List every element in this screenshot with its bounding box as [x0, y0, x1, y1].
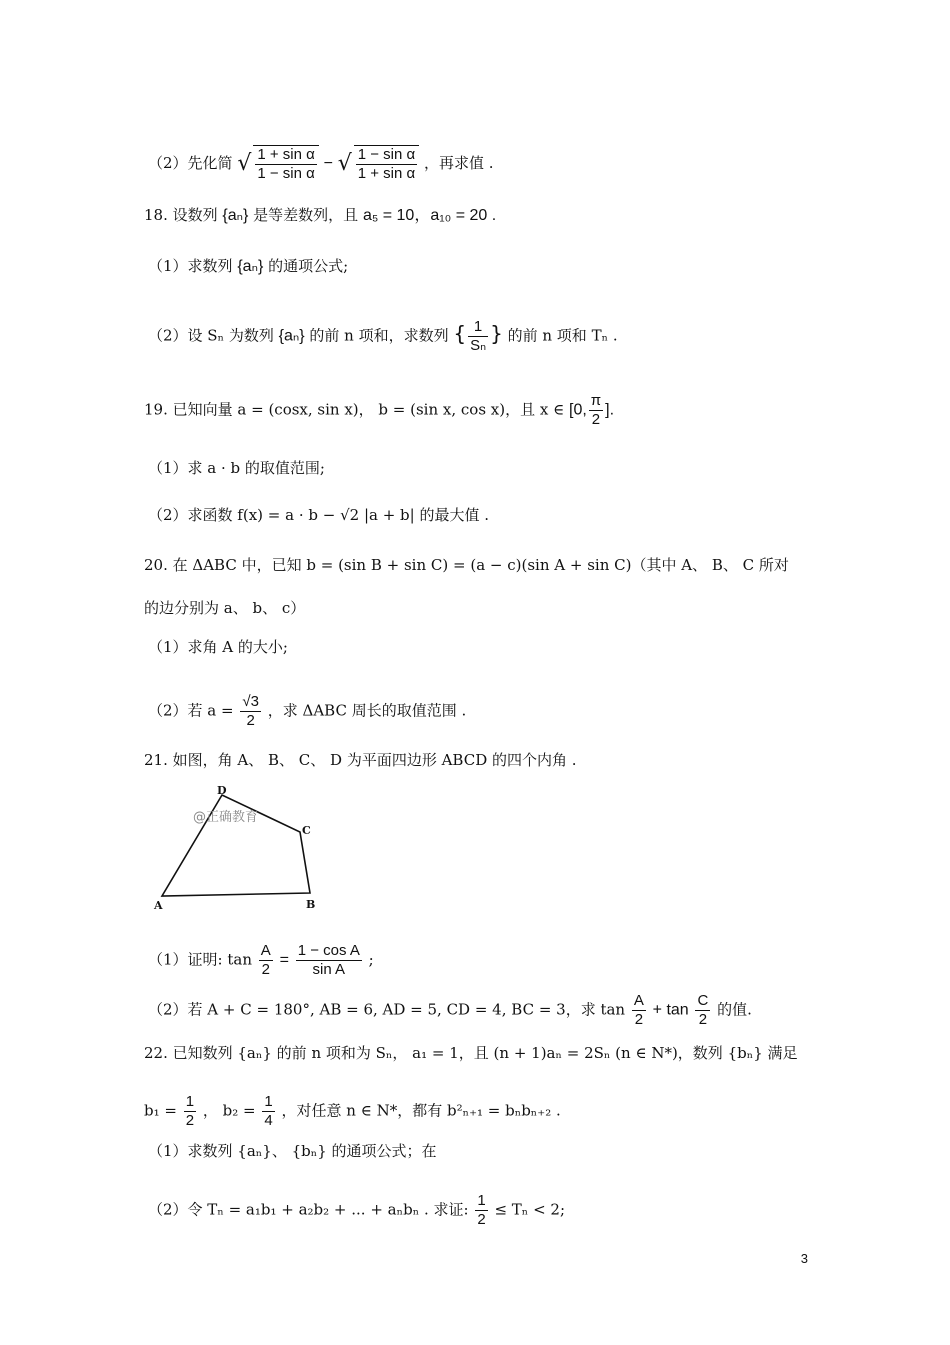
watermark-text: @正确教育 [193, 810, 259, 825]
page-number: 3 [800, 1251, 808, 1266]
vertex-label-c: C [302, 824, 311, 837]
q21-p2-fraction-1: $\frac{A}{2}$ [633, 992, 644, 1028]
q20-part1: （1）求角 A 的大小; [148, 638, 288, 656]
q21-part2: （2）若 A + C = 180°, AB = 6, AD = 5, CD = 4, BC = 3，求 tan $\frac{A}{2}$ + tan $\frac{C}{2}$ 的值. [148, 992, 752, 1028]
q18-part1: （1）求数列 {aₙ} 的通项公式; [148, 257, 349, 275]
q22-b2-fraction: $\frac{1}{4}$ [264, 1093, 273, 1129]
vertex-label-b: B [306, 898, 316, 911]
q18-part2: （2）设 Sₙ 为数列 {aₙ} 的前 n 项和，求数列 { $\frac{1}{\text{Sₙ}}$ } 的前 n 项和 Tₙ . [148, 318, 618, 354]
q17-fraction-2: $\frac{\text{1 − sin α}}{\text{1 + sin α}}$ [357, 146, 416, 182]
q22-b1-fraction: $\frac{1}{2}$ [185, 1093, 195, 1129]
q21-stem: 21. 如图，角 A、 B、 C、 D 为平面四边形 ABCD 的四个内角 . [144, 751, 577, 769]
quadrilateral-figure [150, 782, 330, 912]
q19-stem: 19. 已知向量 a = (cosx, sin x)， b = (sin x, cos x)，且 x ∈ [0, $\frac{\pi}{2}$ ]. [144, 392, 615, 428]
q18-fraction: $\frac{1}{\text{Sₙ}}$ [470, 318, 487, 354]
q20-stem-cont: 的边分别为 a、 b、 c） [144, 599, 306, 617]
q21-p1-fraction-2: $\frac{\text{1 − cos A}}{\text{sin A}}$ [297, 942, 360, 978]
q18-stem: 18. 设数列 {aₙ} 是等差数列，且 a₅ = 10，a₁₀ = 20 . [144, 206, 497, 224]
vertex-label-a: A [154, 899, 163, 912]
q21-part1: （1）证明: tan $\frac{A}{2}$ = $\frac{\text{1 − cos A}}{\text{sin A}}$ ; [148, 942, 374, 978]
q22-part1: （1）求数列 {aₙ}、 {bₙ} 的通项公式；在 [148, 1142, 437, 1160]
q17-part2: （2）先化简 √ $\frac{\text{1 + sin α}}{\text{1 − sin α}}$ − √ $\frac{\text{1 − sin α}}{\text{1 + sin α}}$ ，再求值 . [148, 146, 494, 182]
q20-stem: 20. 在 ΔABC 中，已知 b = (sin B + sin C) = (a − c)(sin A + sin C)（其中 A、 B、 C 所对 [144, 556, 789, 574]
q20-part2: （2）若 a = $\frac{√3}{2}$ ，求 ΔABC 周长的取值范围 . [148, 693, 467, 729]
q19-interval-fraction: $\frac{\pi}{2}$ [590, 392, 602, 428]
q22-half-fraction: $\frac{1}{2}$ [477, 1192, 486, 1228]
q22-stem: 22. 已知数列 {aₙ} 的前 n 项和为 Sₙ， a₁ = 1，且 (n + 1)aₙ = 2Sₙ (n ∈ N*)，数列 {bₙ} 满足 [144, 1044, 798, 1062]
q21-p2-fraction-2: $\frac{C}{2}$ [697, 992, 709, 1028]
q20-fraction: $\frac{√3}{2}$ [242, 693, 259, 729]
q19-part2: （2）求函数 f(x) = a · b − √2 |a + b| 的最大值 . [148, 506, 490, 524]
q19-part1: （1）求 a · b 的取值范围; [148, 459, 325, 477]
q22-part2: （2）令 Tₙ = a₁b₁ + a₂b₂ + ... + aₙbₙ . 求证: $\frac{1}{2}$ ≤ Tₙ < 2; [148, 1192, 566, 1228]
vertex-label-d: D [217, 784, 227, 797]
q21-p1-fraction-1: $\frac{A}{2}$ [260, 942, 271, 978]
q22-stem-cont: b₁ = $\frac{1}{2}$ ， b₂ = $\frac{1}{4}$ ，对任意 n ∈ N*，都有 b²ₙ₊₁ = bₙbₙ₊₂ . [144, 1093, 561, 1129]
q17-fraction-1: $\frac{\text{1 + sin α}}{\text{1 − sin α}}$ [257, 146, 315, 182]
